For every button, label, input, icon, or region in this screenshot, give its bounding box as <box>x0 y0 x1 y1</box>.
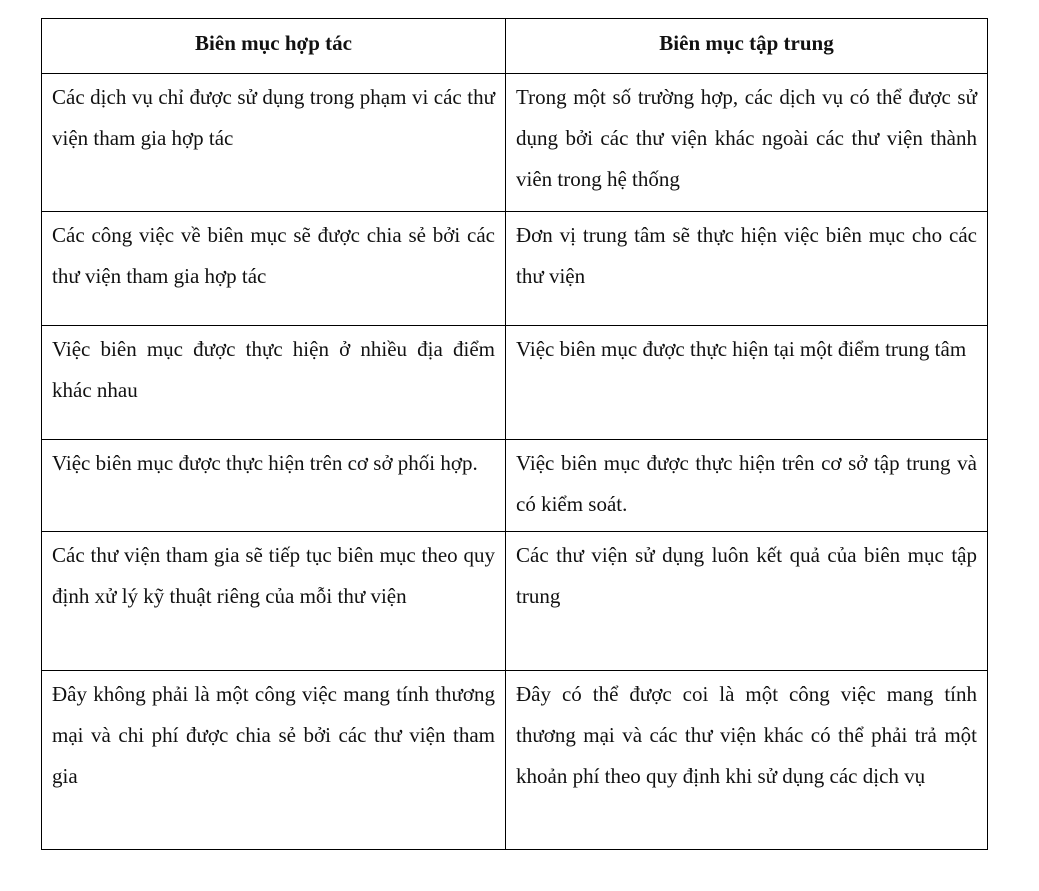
header-centralized-cataloging: Biên mục tập trung <box>506 19 988 74</box>
cooperative-cell: Việc biên mục được thực hiện trên cơ sở phối hợp. <box>42 440 506 532</box>
header-cooperative-cataloging: Biên mục hợp tác <box>42 19 506 74</box>
centralized-cell: Việc biên mục được thực hiện trên cơ sở tập trung và có kiểm soát. <box>506 440 988 532</box>
centralized-cell: Việc biên mục được thực hiện tại một điểm trung tâm <box>506 326 988 440</box>
centralized-cell: Đây có thể được coi là một công việc mang tính thương mại và các thư viện khác có thể phải trả một khoản phí theo quy định khi sử dụng các dịch vụ <box>506 671 988 850</box>
cooperative-cell: Các dịch vụ chỉ được sử dụng trong phạm vi các thư viện tham gia hợp tác <box>42 74 506 212</box>
table-row <box>42 532 988 671</box>
cooperative-cell: Việc biên mục được thực hiện ở nhiều địa điểm khác nhau <box>42 326 506 440</box>
cooperative-cell: Các thư viện tham gia sẽ tiếp tục biên mục theo quy định xử lý kỹ thuật riêng của mỗi thư viện <box>42 532 506 671</box>
centralized-cell: Đơn vị trung tâm sẽ thực hiện việc biên mục cho các thư viện <box>506 212 988 326</box>
table-row <box>42 671 988 850</box>
cooperative-cell: Các công việc về biên mục sẽ được chia sẻ bởi các thư viện tham gia hợp tác <box>42 212 506 326</box>
centralized-cell: Trong một số trường hợp, các dịch vụ có thể được sử dụng bởi các thư viện khác ngoài các thư viện thành viên trong hệ thống <box>506 74 988 212</box>
table-row <box>42 212 988 326</box>
table-header-row <box>42 19 988 74</box>
comparison-table <box>41 18 988 850</box>
cooperative-cell: Đây không phải là một công việc mang tính thương mại và chi phí được chia sẻ bởi các thư viện tham gia <box>42 671 506 850</box>
table-row <box>42 326 988 440</box>
centralized-cell: Các thư viện sử dụng luôn kết quả của biên mục tập trung <box>506 532 988 671</box>
table-row <box>42 74 988 212</box>
table-row <box>42 440 988 532</box>
